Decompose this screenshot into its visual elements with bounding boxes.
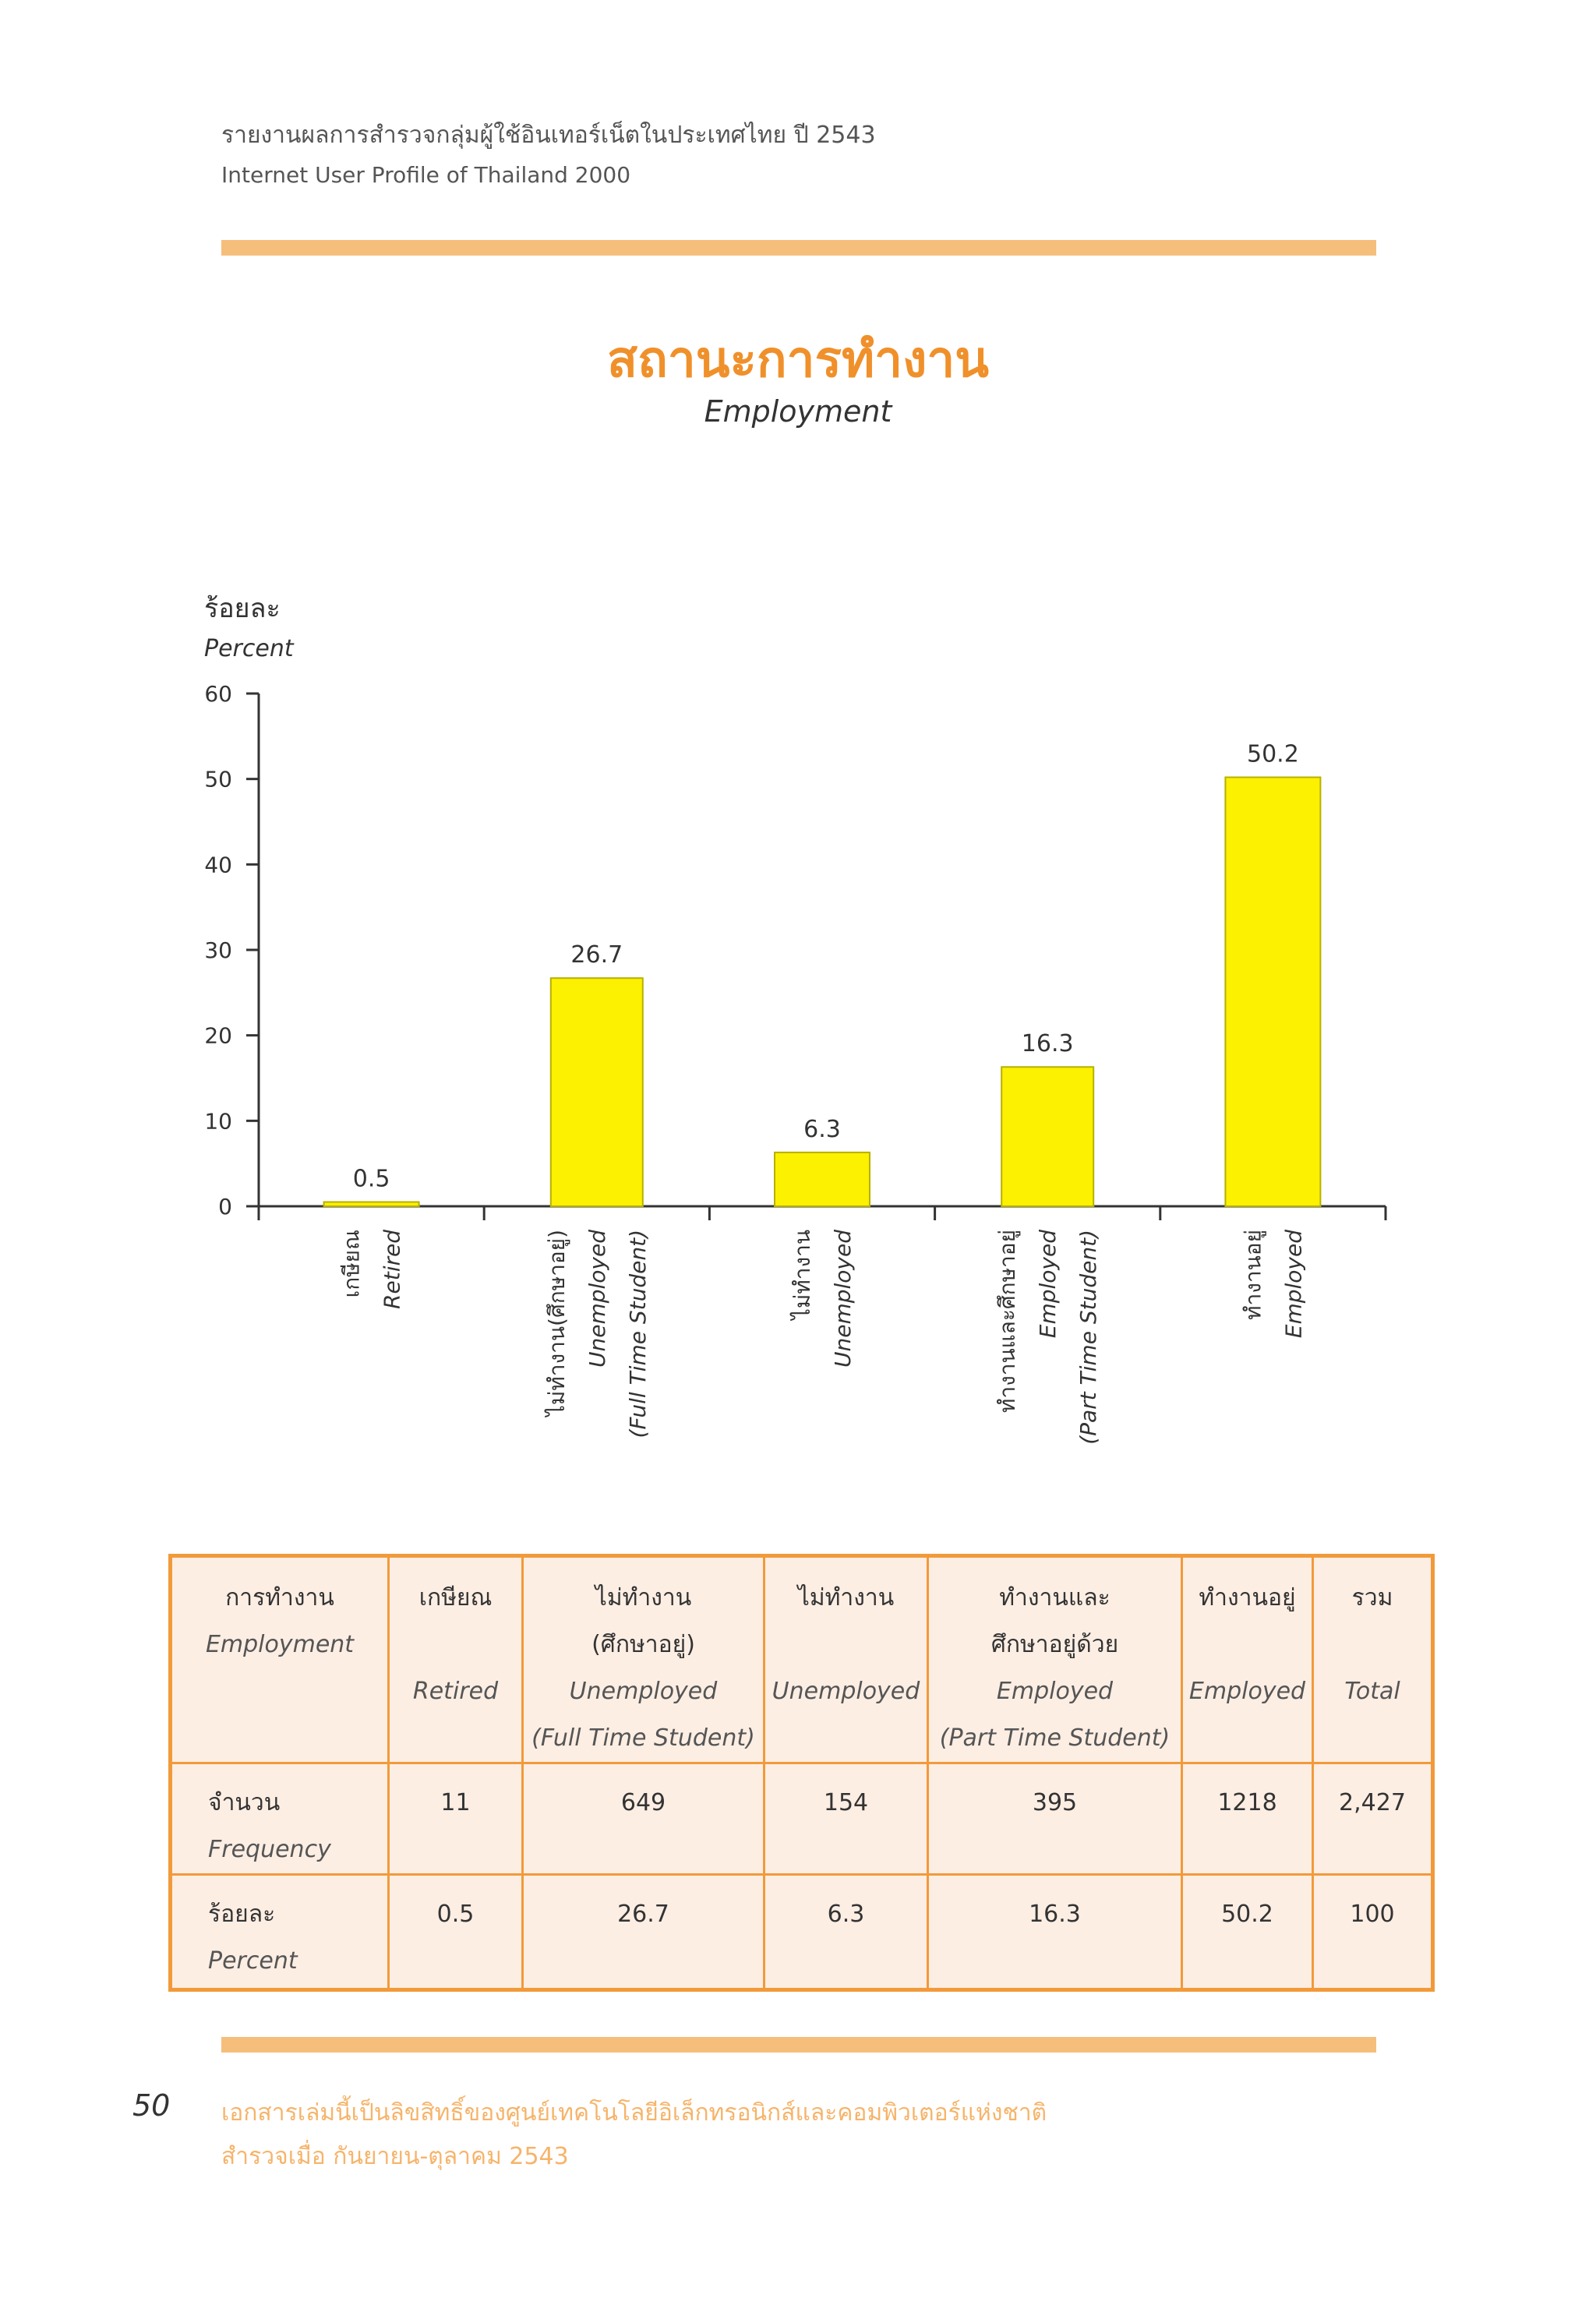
x-category-label-english: Employed xyxy=(1035,1230,1061,1339)
header-th1: รวม xyxy=(1351,1584,1393,1611)
bottom-divider xyxy=(221,2037,1376,2053)
header-th1: เกษียณ xyxy=(418,1584,493,1611)
y-tick-label: 50 xyxy=(204,766,232,792)
table-header-row xyxy=(171,1556,1433,1763)
header-en1: Employed xyxy=(1188,1678,1306,1705)
x-category-label-english: Employed xyxy=(1280,1230,1307,1339)
x-category-label-thai: ไม่ทำงาน xyxy=(789,1230,815,1320)
section-title-english: Employment xyxy=(704,394,892,429)
x-category-label-english: Retired xyxy=(379,1230,405,1309)
row-label-percent xyxy=(171,1875,389,1990)
y-tick-label: 30 xyxy=(204,937,232,963)
header-cell-retired xyxy=(389,1556,523,1763)
header-th1: ทำงานอยู่ xyxy=(1199,1584,1296,1611)
table-cell: 649 xyxy=(523,1763,764,1875)
table-cell: 100 xyxy=(1313,1875,1433,1990)
y-tick-label: 20 xyxy=(204,1022,232,1049)
header-en2: (Part Time Student) xyxy=(939,1724,1171,1752)
header-th2 xyxy=(390,1622,521,1668)
y-tick-label: 10 xyxy=(204,1108,232,1135)
header-en1: Total xyxy=(1344,1678,1400,1705)
x-category-label-thai: ทำงานและศึกษาอยู่ xyxy=(994,1230,1021,1414)
row-label-english: Percent xyxy=(208,1947,298,1975)
header-en1: Unemployed xyxy=(569,1678,718,1705)
header-th2 xyxy=(1183,1622,1312,1668)
header-cell-total xyxy=(1313,1556,1433,1763)
header-th2 xyxy=(1314,1622,1431,1668)
x-category-label-english: (Part Time Student) xyxy=(1075,1230,1102,1445)
table-cell: 395 xyxy=(928,1763,1182,1875)
header-th1: ไม่ทำงาน xyxy=(595,1584,692,1611)
table-cell: 11 xyxy=(389,1763,523,1875)
table-row-percent xyxy=(171,1875,1433,1990)
copyright-notice: เอกสารเล่มนี้เป็นลิขสิทธิ์ของศูนย์เทคโนโลยีอิเล็กทรอนิกส์และคอมพิวเตอร์แห่งชาติ xyxy=(221,2099,1047,2127)
header-th1: ไม่ทำงาน xyxy=(797,1584,895,1611)
page-number: 50 xyxy=(132,2088,171,2123)
x-category-label-thai: ไม่ทำงาน(ศึกษาอยู่) xyxy=(543,1230,570,1417)
report-title-english: Internet User Profile of Thailand 2000 xyxy=(221,162,631,188)
y-tick-label: 60 xyxy=(204,681,232,707)
survey-date: สำรวจเมื่อ กันยายน-ตุลาคม 2543 xyxy=(221,2143,569,2170)
y-axis-label-english: Percent xyxy=(204,635,294,662)
x-category-label-english: Unemployed xyxy=(830,1230,856,1368)
header-th2 xyxy=(765,1622,927,1668)
header-label-thai: การทำงาน xyxy=(225,1584,334,1611)
bar xyxy=(1225,777,1320,1206)
y-axis-label-thai: ร้อยละ xyxy=(204,593,281,624)
header-label-english: Employment xyxy=(205,1631,355,1658)
bar xyxy=(324,1202,419,1206)
report-title-thai: รายงานผลการสำรวจกลุ่มผู้ใช้อินเทอร์เน็ตในประเทศไทย ปี 2543 xyxy=(221,122,876,149)
bar-value-label: 50.2 xyxy=(1247,740,1299,768)
x-category-label-thai: เกษียณ xyxy=(338,1230,365,1298)
bar-value-label: 26.7 xyxy=(570,941,623,969)
bar xyxy=(551,978,643,1206)
header-en1: Employed xyxy=(996,1678,1114,1705)
bar xyxy=(775,1152,870,1206)
table-cell: 16.3 xyxy=(928,1875,1182,1990)
bar-value-label: 16.3 xyxy=(1021,1030,1074,1058)
employment-table xyxy=(168,1554,1435,1992)
x-category-label-english: Unemployed xyxy=(584,1230,610,1368)
row-label-thai: ร้อยละ xyxy=(208,1901,276,1928)
table-row-frequency xyxy=(171,1763,1433,1875)
table-cell: 154 xyxy=(764,1763,928,1875)
table-cell: 26.7 xyxy=(523,1875,764,1990)
section-title-thai: สถานะการทำงาน xyxy=(607,331,989,389)
row-label-english: Frequency xyxy=(208,1836,331,1863)
header-cell-employment xyxy=(171,1556,389,1763)
table-cell: 1218 xyxy=(1182,1763,1313,1875)
table-cell: 2,427 xyxy=(1313,1763,1433,1875)
bar-value-label: 6.3 xyxy=(803,1115,841,1143)
row-label-frequency xyxy=(171,1763,389,1875)
table-cell: 0.5 xyxy=(389,1875,523,1990)
y-tick-label: 0 xyxy=(218,1194,232,1220)
bar-value-label: 0.5 xyxy=(352,1165,390,1193)
row-label-thai: จำนวน xyxy=(208,1789,281,1816)
table-cell: 50.2 xyxy=(1182,1875,1313,1990)
header-cell-unemployed xyxy=(764,1556,928,1763)
bar xyxy=(1001,1067,1093,1206)
table-cell: 6.3 xyxy=(764,1875,928,1990)
header-cell-employed xyxy=(1182,1556,1313,1763)
x-category-label-english: (Full Time Student) xyxy=(624,1230,651,1438)
header-en1: Retired xyxy=(412,1678,499,1705)
header-th2: ศึกษาอยู่ด้วย xyxy=(990,1631,1119,1658)
header-en2: (Full Time Student) xyxy=(531,1724,755,1752)
header-th2: (ศึกษาอยู่) xyxy=(591,1631,695,1658)
header-en1: Unemployed xyxy=(772,1678,920,1705)
x-category-label-thai: ทำงานอยู่ xyxy=(1240,1230,1266,1320)
y-tick-label: 40 xyxy=(204,852,232,878)
header-th1: ทำงานและ xyxy=(999,1584,1110,1611)
header-cell-full-time-student xyxy=(523,1556,764,1763)
header-cell-part-time-student xyxy=(928,1556,1182,1763)
